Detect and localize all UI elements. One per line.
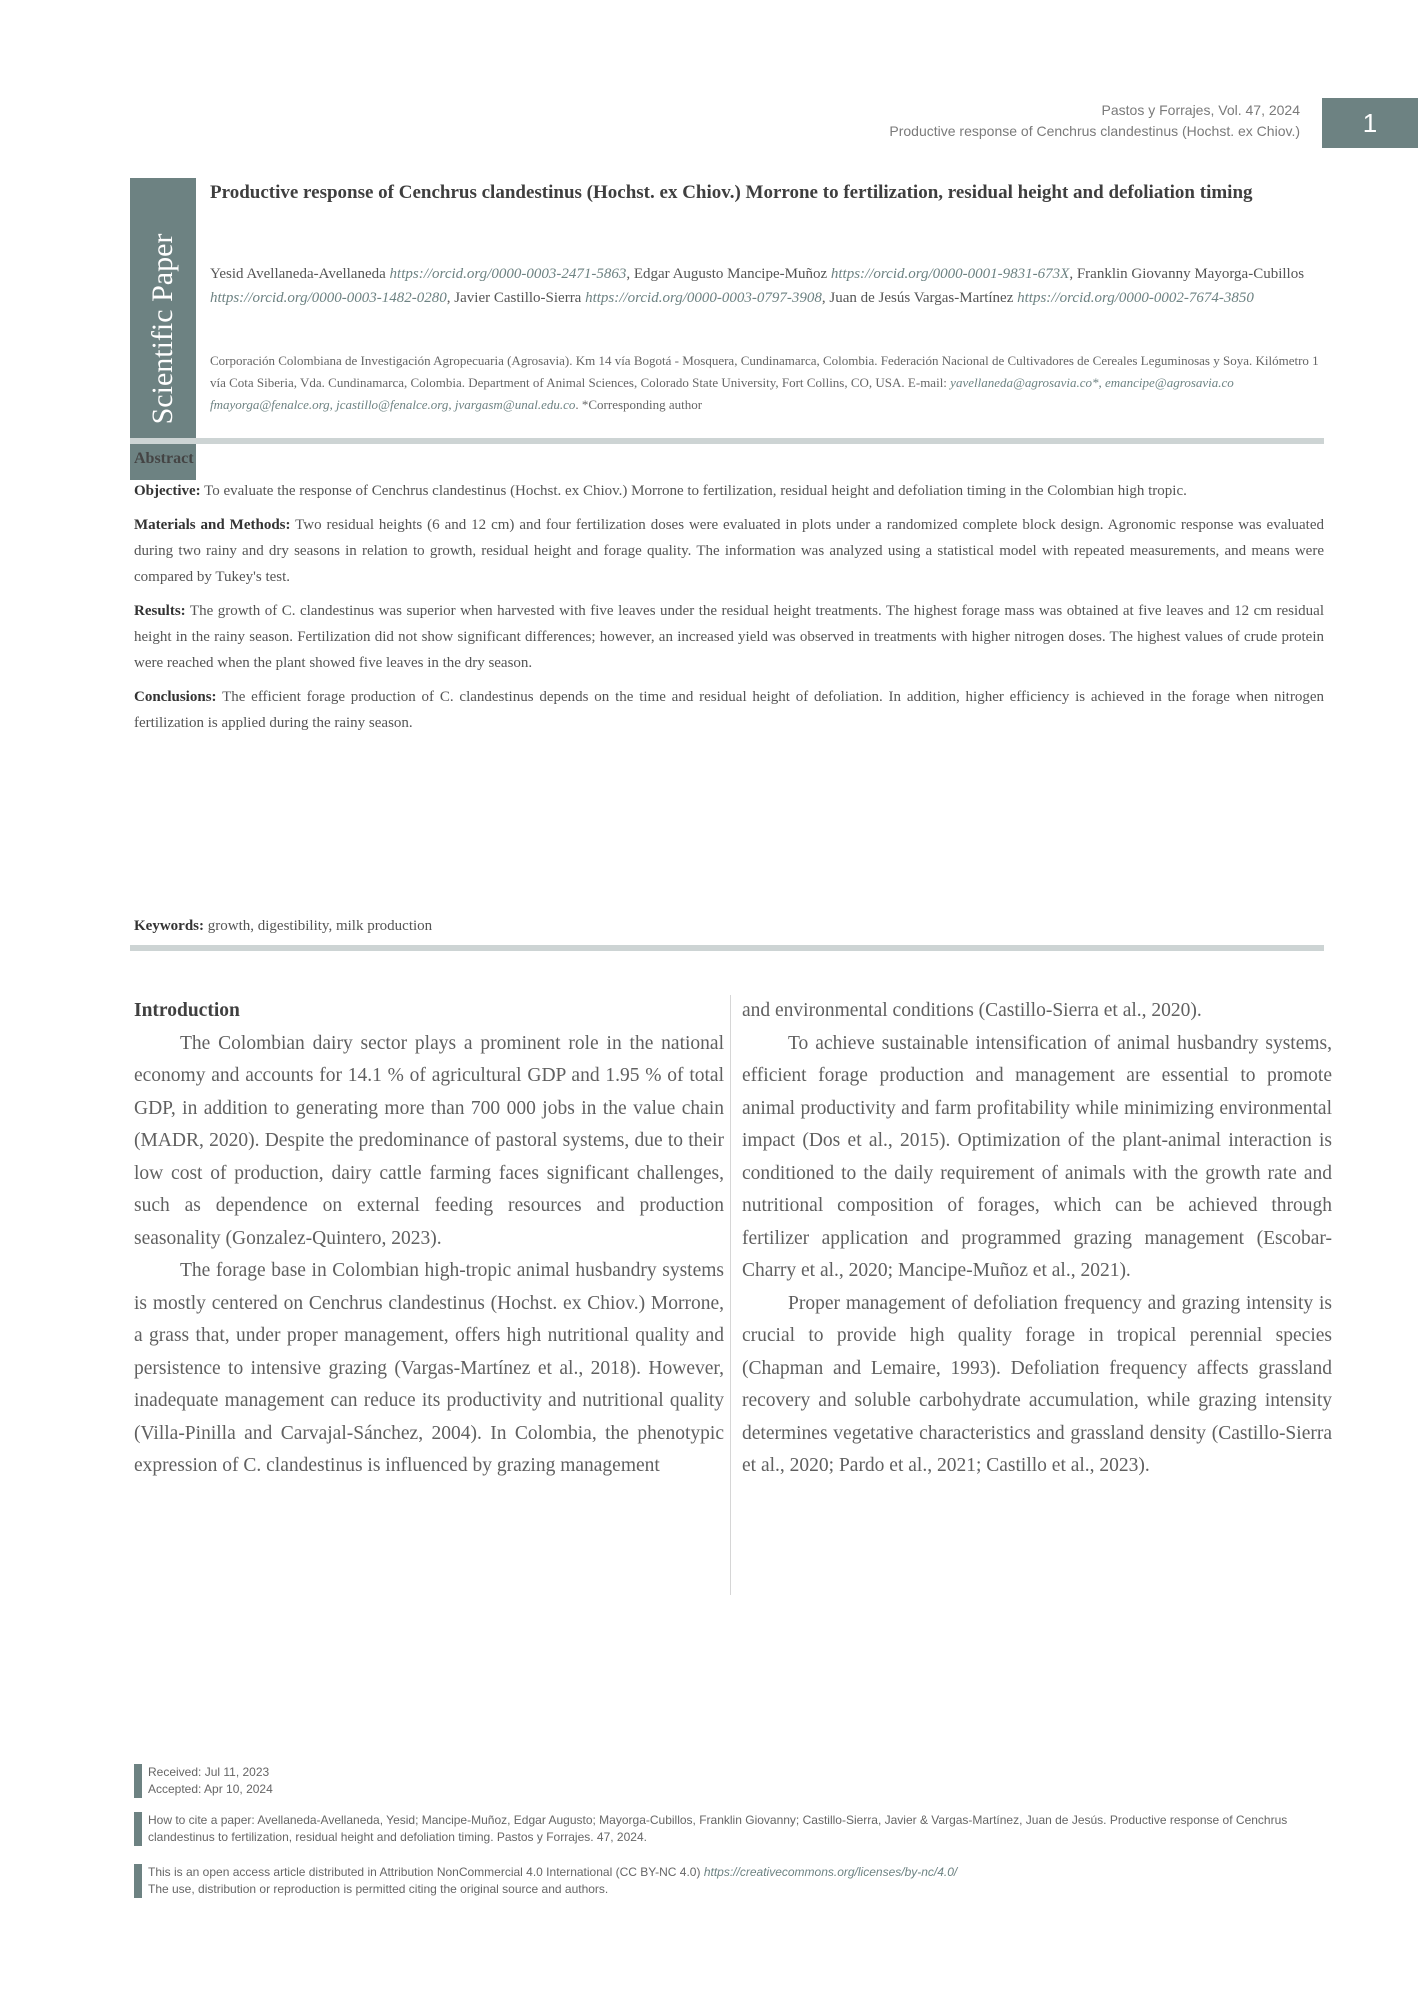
license-line bbox=[148, 1864, 1338, 1881]
affiliations: Corporación Colombiana de Investigación Agropecuaria (Agrosavia). Km 14 vía Bogotá - Mosquera, Cundinamarca, Colombia. Federación Nacional de Cultivadores de Cereales Leguminosas y Soya. Kilómetro 1 vía Cota Siberia, Vda. Cundinamarca, Colombia. Department of Animal Sciences, Colorado State University, Fort Collins, CO, USA. E-mail: yavellaneda@agrosavia.co*, emancipe@agrosavia.co fmayorga@fenalce.org, jcastillo@fenalce.org, jvargasm@unal.edu.co. *Corresponding author bbox=[210, 353, 1319, 412]
orcid-link[interactable]: https://orcid.org/0000-0001-9831-673X bbox=[830, 266, 1070, 282]
text: Two residual heights (6 and 12 cm) and four fertilization doses were evaluated in plots under a randomized complete block design. Agronomic response was evaluated during two rainy and dry seasons in relation to growth, residual height and forage quality. The information was analyzed using a statistical model with repeated measurements, and means were compared by Tukey's test. bbox=[134, 517, 1324, 585]
email-list[interactable]: yavellaneda@agrosavia.co*, emancipe@agrosavia.co bbox=[950, 375, 1234, 390]
license-text: This is an open access article distributed in Attribution NonCommercial 4.0 International (CC BY-NC 4.0) bbox=[148, 1865, 701, 1879]
author-name: Javier Castillo-Sierra bbox=[454, 290, 582, 306]
abstract-results bbox=[134, 598, 1324, 676]
citation-text: How to cite a paper: Avellaneda-Avellaneda, Yesid; Mancipe-Muñoz, Edgar Augusto; Mayorga-Cubillos, Franklin Giovanny; Castillo-Sierra, Javier & Vargas-Martínez, Juan de Jesús. Productive response of Cenchrus clandestinus to fertilization, residual height and defoliation timing. Pastos y Forrajes. 47, 2024. bbox=[148, 1813, 1288, 1844]
divider bbox=[130, 438, 1324, 444]
accepted-date: Accepted: Apr 10, 2024 bbox=[148, 1782, 273, 1796]
running-header bbox=[889, 100, 1300, 142]
paragraph: To achieve sustainable intensification of animal husbandry systems, efficient forage production and management are essential to promote animal productivity and farm profitability while minimizing environmental impact (Dos et al., 2015). Optimization of the plant-animal interaction is conditioned to the daily requirement of animals with the growth rate and nutritional composition of forages, which can be achieved through fertilizer application and programmed grazing management (Escobar-Charry et al., 2020; Mancipe-Muñoz et al., 2021). bbox=[742, 1032, 1332, 1281]
running-title: Productive response of Cenchrus clandestinus (Hochst. ex Chiov.) bbox=[889, 123, 1300, 139]
corresponding-note: *Corresponding author bbox=[581, 397, 703, 412]
label: Materials and Methods: bbox=[134, 517, 291, 533]
paragraph: The forage base in Colombian high-tropic animal husbandry systems is mostly centered on Cenchrus clandestinus (Hochst. ex Chiov.) Morrone, a grass that, under proper management, offers high nutritional quality and persistence to intensive grazing (Vargas-Martínez et al., 2018). However, inadequate management can reduce its productivity and nutritional quality (Villa-Pinilla and Carvajal-Sánchez, 2004). In Colombia, the phenotypic expression of C. clandestinus is influenced by grazing management bbox=[134, 1260, 724, 1476]
author-name: Yesid Avellaneda-Avellaneda bbox=[210, 266, 386, 282]
author-name: Juan de Jesús Vargas-Martínez bbox=[829, 290, 1014, 306]
paragraph: Proper management of defoliation frequency and grazing intensity is crucial to provide high quality forage in tropical perennial species (Chapman and Lemaire, 1993). Defoliation frequency affects grassland recovery and soluble carbohydrate accumulation, while grazing intensity determines vegetative characteristics and grassland density (Castillo-Sierra et al., 2020; Pardo et al., 2021; Castillo et al., 2023). bbox=[742, 1292, 1332, 1476]
section-tab-label: Scientific Paper bbox=[146, 233, 179, 425]
abstract-methods bbox=[134, 512, 1324, 590]
email-list-2[interactable]: fmayorga@fenalce.org, jcastillo@fenalce.org, jvargasm@unal.edu.co bbox=[210, 397, 576, 412]
author-name: Franklin Giovanny Mayorga-Cubillos bbox=[1076, 266, 1305, 282]
page-number: 1 bbox=[1322, 98, 1418, 148]
article-title: Productive response of Cenchrus clandestinus (Hochst. ex Chiov.) Morrone to fertilization, residual height and defoliation timing bbox=[210, 182, 1253, 203]
orcid-link[interactable]: https://orcid.org/0000-0003-0797-3908 bbox=[585, 290, 822, 306]
orcid-link[interactable]: https://orcid.org/0000-0002-7674-3850 bbox=[1017, 290, 1254, 306]
abstract-body bbox=[134, 478, 1324, 744]
license-link[interactable]: https://creativecommons.org/licenses/by-nc/4.0/ bbox=[703, 1865, 958, 1879]
orcid-link[interactable]: https://orcid.org/0000-0003-2471-5863 bbox=[389, 266, 627, 282]
section-heading: Introduction bbox=[134, 1000, 240, 1021]
section-tab bbox=[130, 178, 196, 480]
abstract-conclusions bbox=[134, 684, 1324, 736]
orcid-link[interactable]: https://orcid.org/0000-0003-1482-0280 bbox=[210, 290, 447, 306]
divider bbox=[130, 945, 1324, 951]
keywords-label: Keywords: bbox=[134, 918, 204, 934]
journal-name: Pastos y Forrajes, Vol. 47, 2024 bbox=[1101, 102, 1300, 118]
paragraph: The Colombian dairy sector plays a prominent role in the national economy and accounts for 14.1 % of agricultural GDP and 1.95 % of total GDP, in addition to generating more than 700 000 jobs in the value chain (MADR, 2020). Despite the predominance of pastoral systems, due to their low cost of production, dairy cattle farming faces significant challenges, such as dependence on external feeding resources and production seasonality (Gonzalez-Quintero, 2023). bbox=[134, 1032, 724, 1249]
affiliation-text: Corporación Colombiana de Investigación Agropecuaria (Agrosavia). Km 14 vía Bogotá - Mosquera, Cundinamarca, Colombia. Federación Nacional de Cultivadores de Cereales Leguminosas y Soya. Kilómetro 1 vía Cota Siberia, Vda. Cundinamarca, Colombia. Department of Animal Sciences, Colorado State University, Fort Collins, CO, USA. E-mail: bbox=[210, 353, 1319, 390]
text: The efficient forage production of C. clandestinus depends on the time and residual height of defoliation. In addition, higher efficiency is achieved in the forage when nitrogen fertilization is applied during the rainy season. bbox=[134, 689, 1324, 731]
author-name: Edgar Augusto Mancipe-Muñoz bbox=[633, 266, 828, 282]
text: To evaluate the response of Cenchrus clandestinus (Hochst. ex Chiov.) Morrone to fertilization, residual height and defoliation timing in the Colombian high tropic. bbox=[204, 483, 1187, 499]
license-note bbox=[134, 1864, 1338, 1898]
text: The growth of C. clandestinus was superior when harvested with five leaves under the residual height treatments. The highest forage mass was obtained at five leaves and 12 cm residual height in the rainy season. Fertilization did not show significant differences; however, an increased yield was observed in treatments with higher nitrogen doses. The highest values of crude protein were reached when the plant showed five leaves in the dry season. bbox=[134, 603, 1324, 671]
label: Objective: bbox=[134, 483, 201, 499]
keywords bbox=[134, 918, 1324, 935]
abstract-objective bbox=[134, 478, 1324, 504]
citation-note bbox=[134, 1812, 1338, 1846]
paragraph: and environmental conditions (Castillo-Sierra et al., 2020). bbox=[742, 1000, 1202, 1021]
body-column-left bbox=[134, 995, 724, 1483]
keywords-text: growth, digestibility, milk production bbox=[207, 918, 433, 934]
abstract-heading: Abstract bbox=[134, 450, 194, 467]
license-note-text: The use, distribution or reproduction is permitted citing the original source and authors. bbox=[148, 1882, 609, 1896]
column-rule bbox=[730, 995, 731, 1595]
dates-note bbox=[134, 1764, 1338, 1798]
label: Conclusions: bbox=[134, 689, 217, 705]
received-date: Received: Jul 11, 2023 bbox=[148, 1765, 270, 1779]
label: Results: bbox=[134, 603, 186, 619]
author-list: Yesid Avellaneda-Avellaneda https://orcid.org/0000-0003-2471-5863, Edgar Augusto Mancipe-Muñoz https://orcid.org/0000-0001-9831-673X, Franklin Giovanny Mayorga-Cubillos https://orcid.org/0000-0003-1482-0280, Javier Castillo-Sierra https://orcid.org/0000-0003-0797-3908, Juan de Jesús Vargas-Martínez https://orcid.org/0000-0002-7674-3850 bbox=[210, 266, 1305, 306]
body-column-right bbox=[742, 995, 1332, 1483]
